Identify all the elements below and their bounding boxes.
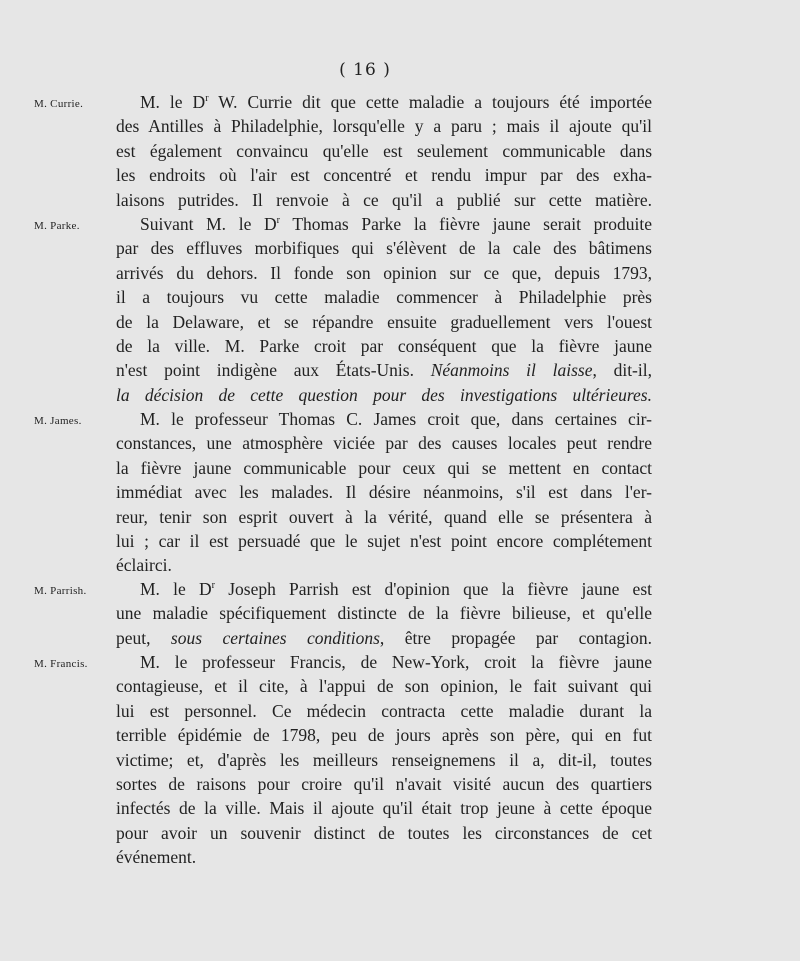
text-line: les endroits où l'air est concentré et rendu impur par des exha-	[116, 165, 652, 186]
text-line: une maladie spécifiquement distincte de la fièvre bilieuse, et qu'elle	[116, 603, 652, 624]
paragraph-parrish	[116, 577, 652, 650]
text-line: pour avoir un souvenir distinct de toutes les circonstances de cet	[116, 822, 652, 843]
text-line: éclairci.	[116, 555, 172, 576]
text-line: lui ; car il est persuadé que le sujet n'est point encore complétement	[116, 531, 652, 552]
text-line: peut, sous certaines conditions, être propagée par contagion.	[116, 627, 652, 648]
text-line: M. le $D^r$ Joseph Parrish est d'opinion que la fièvre jaune est	[140, 579, 652, 599]
text-line: de la Delaware, et se répandre ensuite graduellement vers l'ouest	[116, 311, 652, 332]
text-line: est également convaincu qu'elle est seulement communicable dans	[116, 140, 652, 161]
text-line: arrivés du dehors. Il fonde son opinion sur ce que, depuis 1793,	[116, 262, 652, 283]
paragraph-francis	[116, 650, 652, 870]
text-line: sortes de raisons pour croire qu'il n'avait visité aucun des quartiers	[116, 774, 652, 795]
text-line: lui est personnel. Ce médecin contracta cette maladie durant la	[116, 700, 652, 721]
text-line: constances, une atmosphère viciée par des causes locales peut rendre	[116, 433, 652, 454]
margin-note-parrish: M. Parrish.	[34, 585, 87, 597]
text-line: contagieuse, et il cite, à l'appui de son opinion, le fait suivant qui	[116, 676, 652, 697]
text-line: M. le $D^r$ W. Currie dit que cette maladie a toujours été importée	[140, 92, 652, 112]
text-line: M. le professeur Thomas C. James croit que, dans certaines cir-	[140, 409, 652, 429]
text-line: des Antilles à Philadelphie, lorsqu'elle y a paru ; mais il ajoute qu'il	[116, 116, 652, 137]
text-line: par des effluves morbifiques qui s'élèvent de la cale des bâtimens	[116, 238, 652, 259]
text-line: la fièvre jaune communicable pour ceux qui se mettent en contact	[116, 457, 652, 478]
text-line: il a toujours vu cette maladie commencer à Philadelphie près	[116, 287, 652, 308]
text-line: laisons putrides. Il renvoie à ce qu'il a publié sur cette matière.	[116, 189, 652, 210]
margin-note-parke: M. Parke.	[34, 220, 80, 232]
text-line: reur, tenir son esprit ouvert à la vérité, quand elle se présentera à	[116, 506, 652, 527]
margin-note-james: M. James.	[34, 415, 82, 427]
text-line: M. le professeur Francis, de New-York, croit la fièvre jaune	[140, 652, 652, 672]
text-line: terrible épidémie de 1798, peu de jours après son père, qui en fut	[116, 725, 652, 746]
page-number: ( 16 )	[339, 60, 391, 80]
text-line: de la ville. M. Parke croit par conséquent que la fièvre jaune	[116, 336, 652, 357]
text-line: immédiat avec les malades. Il désire néanmoins, s'il est dans l'er-	[116, 482, 652, 503]
paragraph-parke	[116, 212, 652, 407]
text-line: n'est point indigène aux États-Unis. Néanmoins il laisse, dit-il,	[116, 360, 652, 381]
margin-note-currie: M. Currie.	[34, 98, 84, 110]
text-line: victime; et, d'après les meilleurs renseignemens il a, dit-il, toutes	[116, 749, 652, 770]
paragraph-currie	[116, 90, 652, 212]
paragraph-james	[116, 407, 652, 578]
text-line: infectés de la ville. Mais il ajoute qu'il était trop jeune à cette époque	[116, 798, 652, 819]
text-line: Suivant M. le $D^r$ Thomas Parke la fièvre jaune serait produite	[140, 214, 652, 234]
text-line: événement.	[116, 847, 197, 868]
margin-note-francis: M. Francis.	[34, 658, 88, 670]
text-line: la décision de cette question pour des investigations ultérieures.	[116, 384, 652, 405]
